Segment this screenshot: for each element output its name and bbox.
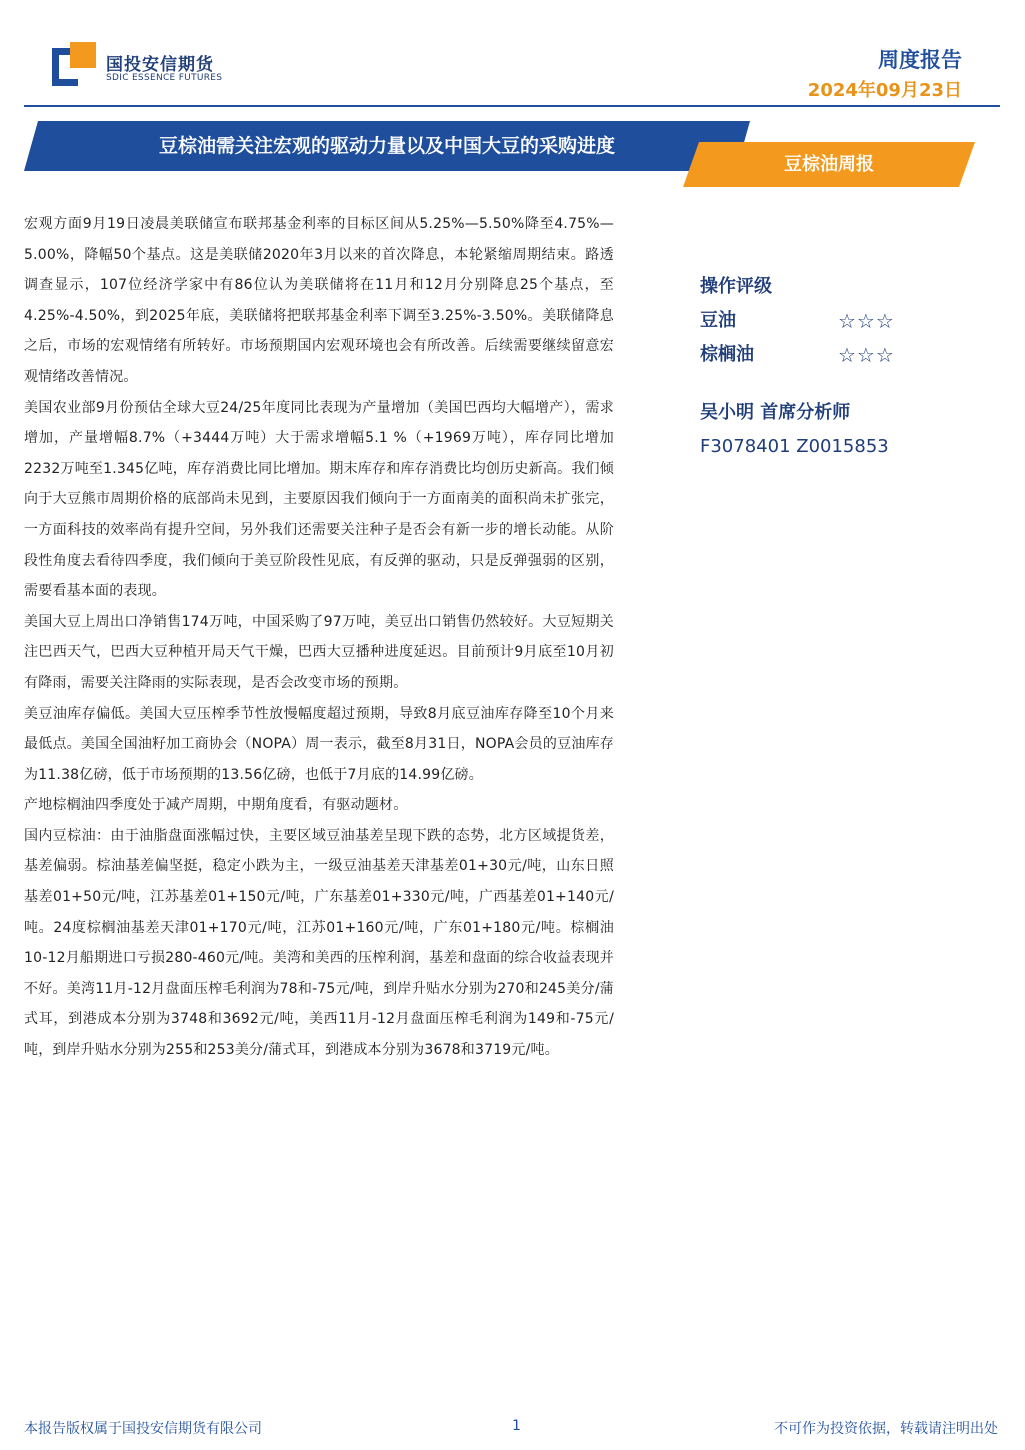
logo-text-cn: 国投安信期货 [106,55,214,75]
rating-row-soybean-oil [700,304,980,338]
company-logo [52,42,252,92]
paragraph-domestic: 国内豆棕油：由于油脂盘面涨幅过快，主要区域豆油基差呈现下跌的态势，北方区域提货差，基差偏弱。棕油基差偏坚挺，稳定小跌为主，一级豆油基差天津基差01+30元/吨，山东日照基差01+50元/吨，江苏基差01+150元/吨，广东基差01+330元/吨，广西基差01+140元/吨。24度棕榈油基差天津01+170元/吨，江苏01+160元/吨，广东01+180元/吨。棕榈油10-12月船期进口亏损280-460元/吨。美湾和美西的压榨利润，基差和盘面的综合收益表现并不好。美湾11月-12月盘面压榨毛利润为78和-75元/吨，到岸升贴水分别为270和245美分/蒲式耳，到港成本分别为3748和3692元/吨，美西11月-12月盘面压榨毛利润为149和-75元/吨，到岸升贴水分别为255和253美分/蒲式耳，到港成本分别为3678和3719元/吨。 [24,827,614,1059]
sidebar [700,270,980,464]
report-body [24,209,614,1066]
logo-mark-icon [52,42,96,86]
report-subtitle: 豆棕油周报 [784,154,874,175]
analyst-certificate: F3078401 Z0015853 [700,436,889,457]
report-date: 2024年09月23日 [807,80,962,101]
rating-name: 豆油 [700,310,736,331]
footer-disclaimer: 不可作为投资依据，转载请注明出处 [774,1421,998,1437]
paragraph-macro: 宏观方面9月19日凌晨美联储宣布联邦基金利率的目标区间从5.25%—5.50%降至4.75%—5.00%，降幅50个基点。这是美联储2020年3月以来的首次降息，本轮紧缩周期结束。路透调查显示，107位经济学家中有86位认为美联储将在11月和12月分别降息25个基点，至4.25%-4.50%，到2025年底，美联储将把联邦基金利率下调至3.25%-3.50%。美联储降息之后，市场的宏观情绪有所转好。市场预期国内宏观环境也会有所改善。后续需要继续留意宏观情绪改善情况。 [24,216,614,385]
star-rating-icon: ☆☆☆ [838,309,895,333]
page-number: 1 [512,1418,521,1434]
paragraph-us-exports: 美国大豆上周出口净销售174万吨，中国采购了97万吨，美豆出口销售仍然较好。大豆短期关注巴西天气，巴西大豆种植开局天气干燥，巴西大豆播种进度延迟。目前预计9月底至10月初有降雨，需要关注降雨的实际表现，是否会改变市场的预期。 [24,613,614,691]
star-rating-icon: ☆☆☆ [838,343,895,367]
paragraph-usda: 美国农业部9月份预估全球大豆24/25年度同比表现为产量增加（美国巴西均大幅增产），需求增加，产量增幅8.7%（+3444万吨）大于需求增幅5.1 %（+1969万吨），库存同比增加2232万吨至1.345亿吨，库存消费比同比增加。期末库存和库存消费比均创历史新高。我们倾向于大豆熊市周期价格的底部尚未见到，主要原因我们倾向于一方面南美的面积尚未扩张完，一方面科技的效率尚有提升空间，另外我们还需要关注种子是否会有新一步的增长动能。从阶段性角度去看待四季度，我们倾向于美豆阶段性见底，有反弹的驱动，只是反弹强弱的区别，需要看基本面的表现。 [24,399,614,600]
paragraph-palm-oil: 产地棕榈油四季度处于减产周期，中期角度看，有驱动题材。 [24,797,408,814]
footer-copyright: 本报告版权属于国投安信期货有限公司 [24,1421,262,1437]
report-title: 豆棕油需关注宏观的驱动力量以及中国大豆的采购进度 [158,135,615,157]
analyst-name: 吴小明 首席分析师 [700,402,851,423]
logo-text-en: SDIC ESSENCE FUTURES [106,73,223,83]
header-divider [24,105,1000,107]
rating-name: 棕榈油 [700,344,754,365]
paragraph-us-soyoil-stocks: 美豆油库存偏低。美国大豆压榨季节性放慢幅度超过预期，导致8月底豆油库存降至10个月来最低点。美国全国油籽加工商协会（NOPA）周一表示，截至8月31日，NOPA会员的豆油库存为11.38亿磅，低于市场预期的13.56亿磅，也低于7月底的14.99亿磅。 [24,705,614,783]
report-type: 周度报告 [878,48,962,72]
rating-row-palm-oil [700,338,980,372]
rating-heading: 操作评级 [700,276,772,297]
